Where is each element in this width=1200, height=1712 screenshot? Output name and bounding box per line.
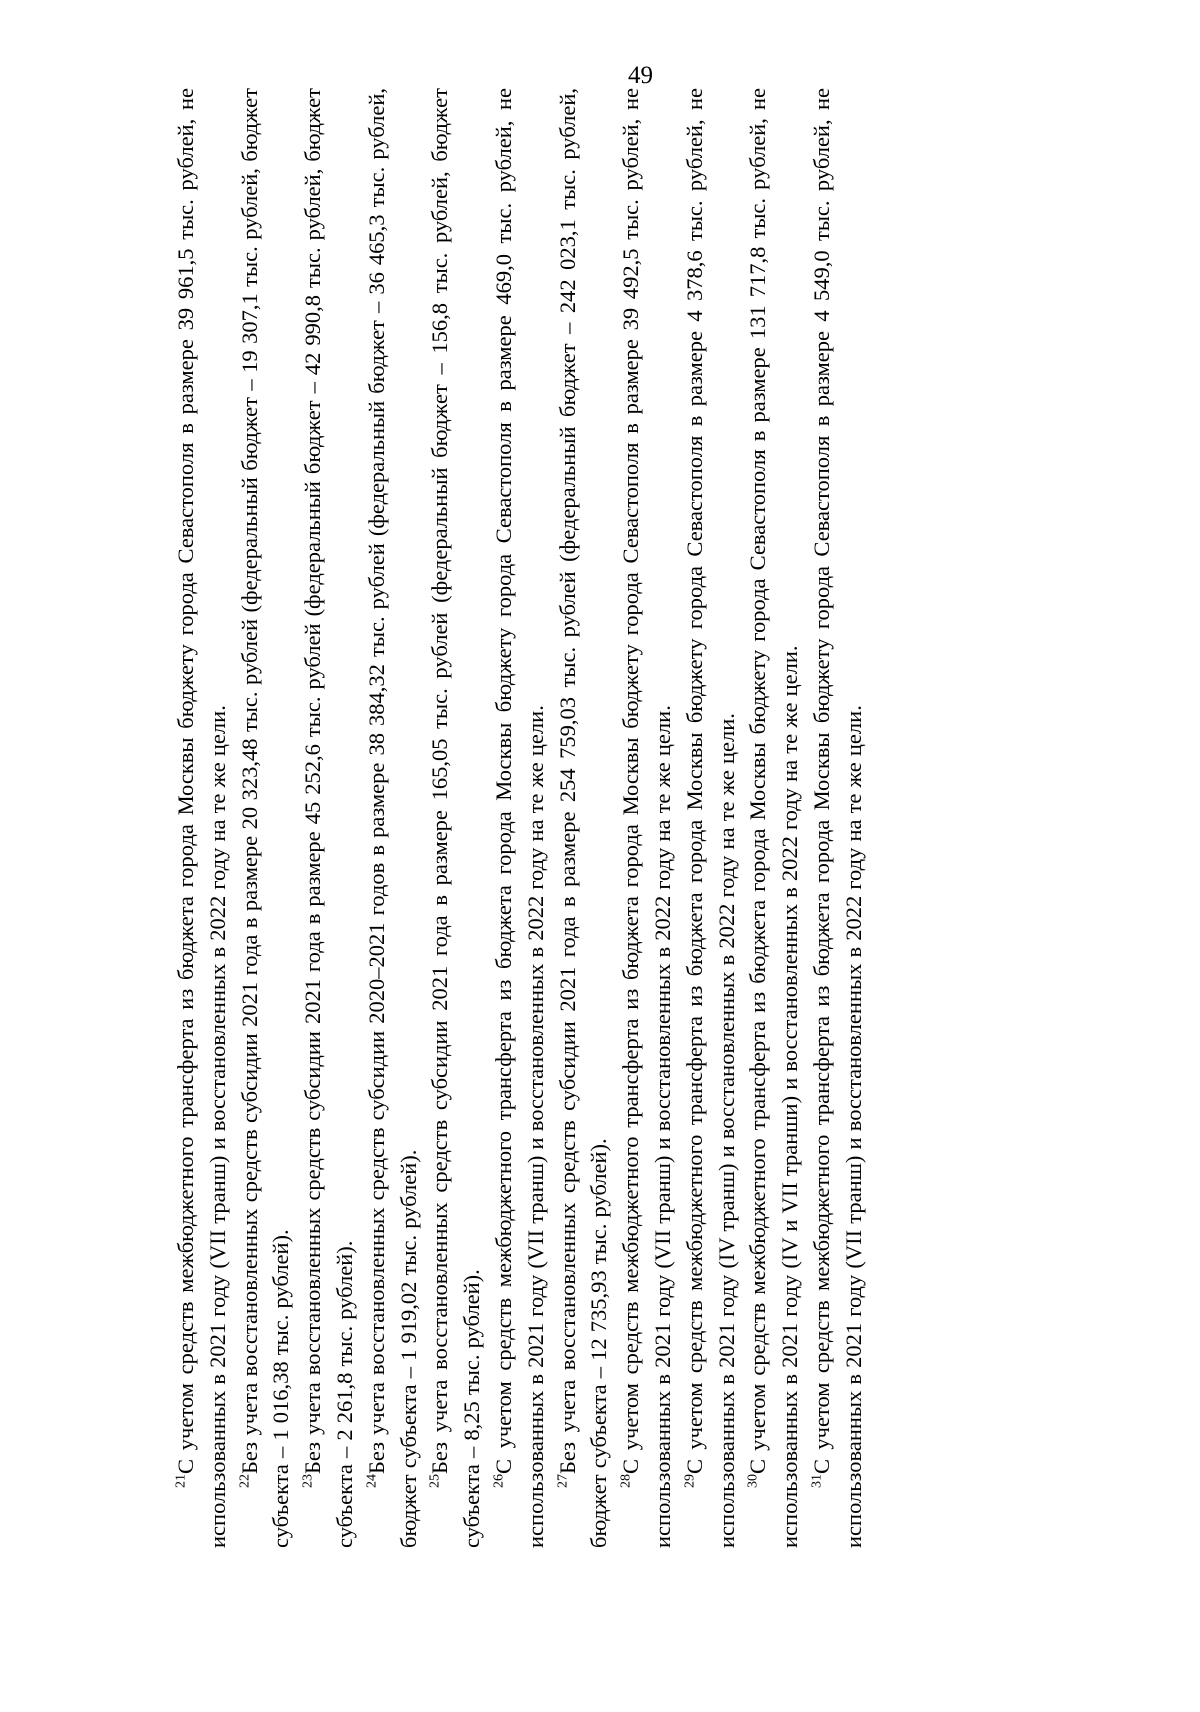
footnote-marker: 29	[682, 1474, 698, 1488]
footnote-26	[488, 88, 552, 1548]
footnotes-block	[170, 88, 1040, 1548]
footnote-29	[679, 88, 743, 1548]
footnote-21	[170, 88, 234, 1548]
footnote-27	[552, 88, 616, 1548]
footnote-marker: 30	[745, 1474, 761, 1488]
page-number: 49	[628, 62, 653, 89]
footnote-text: Без учета восстановленных средств субсидии 2020–2021 годов в размере 38 384,32 тыс. рублей (федеральный бюджет – 36 465,3 тыс. рублей, бюджет субъекта – 1 919,02 тыс. рублей).	[363, 88, 421, 1548]
footnote-marker: 21	[173, 1474, 189, 1488]
footnote-text: С учетом средств межбюджетного трансферта из бюджета города Москвы бюджету города Севастополя в размере 4 378,6 тыс. рублей, не использованных в 2021 году (IV транш) и восстановленных в 2022 году на те же цели.	[681, 88, 739, 1548]
footnote-marker: 25	[427, 1474, 443, 1488]
footnote-marker: 23	[300, 1474, 316, 1488]
footnote-30	[742, 88, 806, 1548]
footnote-text: Без учета восстановленных средств субсидии 2021 года в размере 20 323,48 тыс. рублей (федеральный бюджет – 19 307,1 тыс. рублей, бюджет субъекта – 1 016,38 тыс. рублей).	[236, 88, 294, 1548]
footnote-text: С учетом средств межбюджетного трансферта из бюджета города Москвы бюджету города Севастополя в размере 469,0 тыс. рублей, не использованных в 2021 году (VII транш) и восстановленных в 2022 году на те же цели.	[490, 88, 548, 1548]
footnote-23	[297, 88, 361, 1548]
footnote-marker: 27	[555, 1474, 571, 1488]
footnote-31	[806, 88, 870, 1548]
footnote-text: Без учета восстановленных средств субсидии 2021 года в размере 45 252,6 тыс. рублей (федеральный бюджет – 42 990,8 тыс. рублей, бюджет субъекта – 2 261,8 тыс. рублей).	[300, 88, 357, 1548]
footnote-marker: 22	[237, 1474, 253, 1488]
footnote-text: С учетом средств межбюджетного трансферта из бюджета города Москвы бюджету города Севастополя в размере 39 961,5 тыс. рублей, не использованных в 2021 году (VII транш) и восстановленных в 2022 году на те же цели.	[173, 88, 230, 1548]
footnote-marker: 31	[809, 1474, 825, 1488]
footnote-text: С учетом средств межбюджетного трансферта из бюджета города Москвы бюджету города Севастополя в размере 4 549,0 тыс. рублей, не использованных в 2021 году (VII транш) и восстановленных в 2022 году на те же цели.	[808, 88, 866, 1548]
footnote-text: С учетом средств межбюджетного трансферта из бюджета города Москвы бюджету города Севастополя в размере 131 717,8 тыс. рублей, не использованных в 2021 году (IV и VII транши) и восстановленных в 2022 году на те же цели.	[745, 88, 803, 1548]
footnote-text: Без учета восстановленных средств субсидии 2021 года в размере 165,05 тыс. рублей (федеральный бюджет – 156,8 тыс. рублей, бюджет субъекта – 8,25 тыс. рублей).	[427, 88, 485, 1548]
footnote-text: Без учета восстановленных средств субсидии 2021 года в размере 254 759,03 тыс. рублей (федеральный бюджет – 242 023,1 тыс. рублей, бюджет субъекта – 12 735,93 тыс. рублей).	[554, 88, 612, 1548]
footnote-marker: 24	[364, 1474, 380, 1488]
footnote-marker: 28	[618, 1474, 634, 1488]
footnote-24	[361, 88, 425, 1548]
footnote-marker: 26	[491, 1474, 507, 1488]
footnote-25	[424, 88, 488, 1548]
footnote-28	[615, 88, 679, 1548]
footnote-22	[234, 88, 298, 1548]
footnote-text: С учетом средств межбюджетного трансферта из бюджета города Москвы бюджету города Севастополя в размере 39 492,5 тыс. рублей, не использованных в 2021 году (VII транш) и восстановленных в 2022 году на те же цели.	[618, 88, 675, 1548]
